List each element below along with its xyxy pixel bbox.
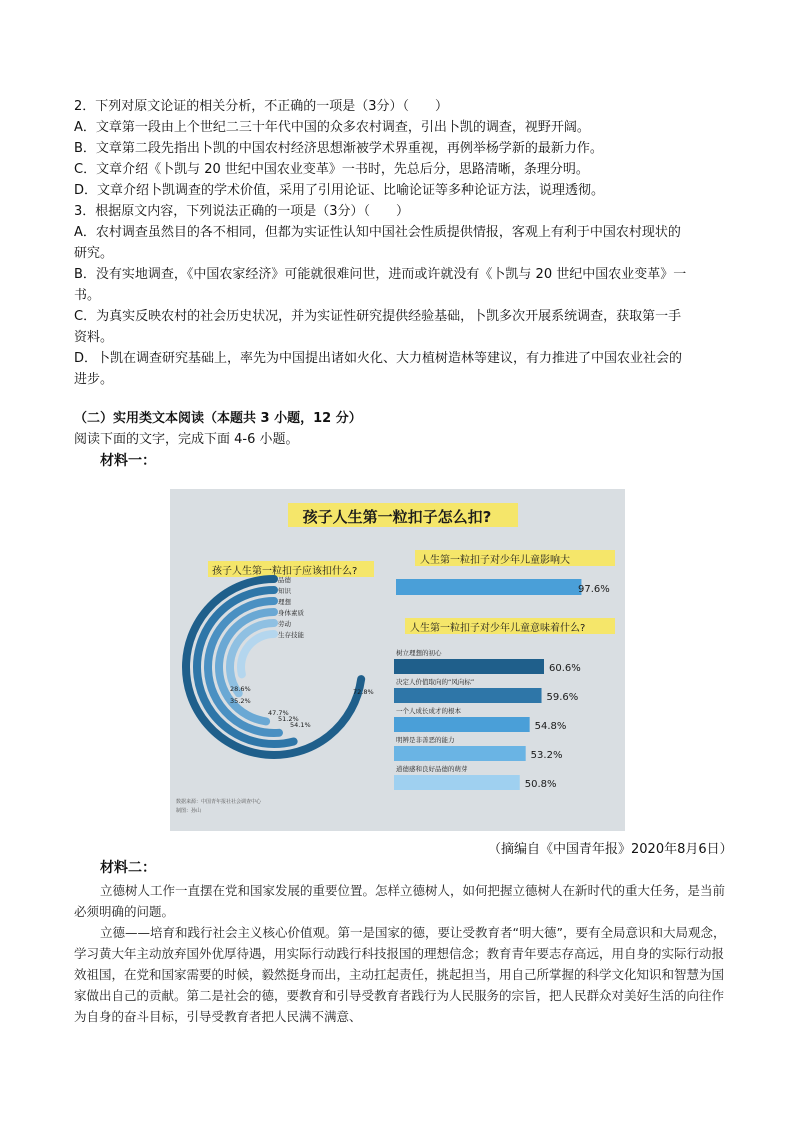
- meaning-bars: [394, 648, 581, 790]
- meaning-bar-3: [394, 717, 530, 732]
- meaning-bar-5: [394, 775, 520, 790]
- footnote-source: 数据来源：中国青年报社社会调查中心: [176, 799, 262, 805]
- ring-legend-label-3: 理想: [278, 598, 291, 606]
- meaning-heading: 人生第一粒扣子对少年儿童意味着什么?: [410, 623, 586, 634]
- impact-bar: [396, 579, 581, 595]
- ring-value-5: 35.2%: [230, 697, 251, 705]
- impact-bar-group: [396, 579, 610, 595]
- q3-stem: 3．根据原文内容，下列说法正确的一项是（3分）（ ）: [74, 204, 410, 219]
- meaning-bar-4: [394, 746, 526, 761]
- source-citation: （摘编自《中国青年报》2020年8月6日）: [488, 842, 733, 857]
- ring-legend-label-1: 品德: [278, 576, 291, 584]
- ring-value-3: 51.2%: [278, 715, 299, 723]
- ring-value-6: 28.6%: [230, 685, 251, 693]
- q2-stem: 2．下列对原文论证的相关分析，不正确的一项是（3分）（ ）: [74, 99, 449, 114]
- meaning-bar-value-5: 50.8%: [524, 779, 557, 790]
- q3-option-b-cont: 书。: [74, 288, 101, 303]
- material1-title: 材料一：: [100, 453, 156, 469]
- impact-value: 97.6%: [578, 584, 610, 595]
- q3-option-c-cont: 资料。: [74, 330, 114, 345]
- impact-heading: 人生第一粒扣子对少年儿童影响大: [420, 555, 570, 566]
- section-title: （二）实用类文本阅读（本题共 3 小题，12 分）: [74, 411, 362, 426]
- meaning-bar-value-1: 60.6%: [549, 663, 581, 674]
- ring-chart: [186, 579, 361, 755]
- meaning-bar-1: [394, 659, 544, 674]
- q3-option-a: A．农村调查虽然目的各不相同，但都为实证性认知中国社会性质提供情报，客观上有利于中国农村现状的: [74, 225, 681, 240]
- q3-option-d: D．卜凯在调查研究基础上，率先为中国提出诸如火化、大力植树造林等建议，有力推进了中国农业社会的: [74, 351, 683, 366]
- q3-option-b: B．没有实地调查，《中国农家经济》可能就很难问世，进而或许就没有《卜凯与 20 世纪中国农业变革》一: [74, 267, 687, 282]
- meaning-bar-value-4: 53.2%: [530, 750, 563, 761]
- ring-legend-label-6: 生存技能: [278, 631, 304, 639]
- meaning-bar-label-5: 道德感和良好品德的萌芽: [396, 765, 468, 773]
- ring-value-4: 47.7%: [268, 709, 289, 717]
- ring-arc-6: [241, 634, 274, 674]
- meaning-bar-label-3: 一个人成长成才的根本: [396, 707, 461, 715]
- meaning-bar-value-3: 54.8%: [534, 721, 567, 732]
- ring-value-1: 72.8%: [353, 688, 374, 696]
- meaning-bar-label-4: 明辨是非善恶的能力: [396, 736, 455, 744]
- meaning-bar-label-1: 树立理想的初心: [396, 649, 442, 657]
- paragraph-1: [74, 880, 726, 922]
- meaning-bar-label-2: 决定人价值取向的“风向标”: [396, 678, 475, 686]
- q3-option-d-cont: 进步。: [74, 372, 114, 387]
- q2-option-b: B．文章第二段先指出卜凯的中国农村经济思想渐被学术界重视，再例举杨学新的最新力作。: [74, 141, 603, 156]
- footnote-credit: 制图：孙山: [176, 808, 202, 814]
- q2-option-d: D．文章介绍卜凯调查的学术价值，采用了引用论证、比喻论证等多种论证方法，说理透彻。: [74, 183, 605, 198]
- ring-legend-label-4: 身体素质: [278, 609, 304, 617]
- ring-arc-1: [186, 579, 361, 755]
- infographic-title: 孩子人生第一粒扣子怎么扣?: [302, 508, 492, 526]
- section-instruction: 阅读下面的文字，完成下面 4-6 小题。: [74, 432, 299, 447]
- q2-option-a: A．文章第一段由上个世纪二三十年代中国的众多农村调查，引出卜凯的调查，视野开阔。: [74, 120, 590, 135]
- meaning-bar-value-2: 59.6%: [546, 692, 579, 703]
- paragraph-1-text: 立德树人工作一直摆在党和国家发展的重要位置。怎样立德树人，如何把握立德树人在新时代的重大任务，是当前必须明确的问题。: [74, 883, 726, 919]
- q3-option-c: C．为真实反映农村的社会历史状况，并为实证性研究提供经验基础，卜凯多次开展系统调查，获取第一手: [74, 309, 682, 324]
- infographic: [170, 489, 625, 831]
- paragraph-2-text: 立德——培育和践行社会主义核心价值观。第一是国家的德，要让受教育者“明大德”，要有全局意识和大局观念，学习黄大年主动放弃国外优厚待遇，用实际行动践行科技报国的理想信念；教育青年要志存高远，用自身的实际行动报效祖国，在党和国家需要的时候，毅然挺身而出，主动扛起责任，挑起担当，用自己所掌握的科学文化知识和智慧为国家做出自己的贡献。第二是社会的德，要教育和引导受教育者践行为人民服务的宗旨，把人民群众对美好生活的向往作为自身的奋斗目标，引导受教育者把人民满不满意、: [74, 925, 726, 1024]
- meaning-bar-2: [394, 688, 542, 703]
- q3-option-a-cont: 研究。: [74, 246, 114, 261]
- ring-legend-label-2: 知识: [278, 587, 291, 595]
- q2-option-c: C．文章介绍《卜凯与 20 世纪中国农业变革》一书时，先总后分，思路清晰，条理分明。: [74, 162, 589, 177]
- left-heading: 孩子人生第一粒扣子应该扣什么?: [212, 566, 358, 577]
- ring-value-2: 54.1%: [290, 721, 311, 729]
- ring-legend-label-5: 劳动: [278, 620, 291, 628]
- ring-legend: [278, 575, 305, 639]
- paragraph-2: [74, 922, 726, 1027]
- material2-title: 材料二：: [100, 860, 156, 876]
